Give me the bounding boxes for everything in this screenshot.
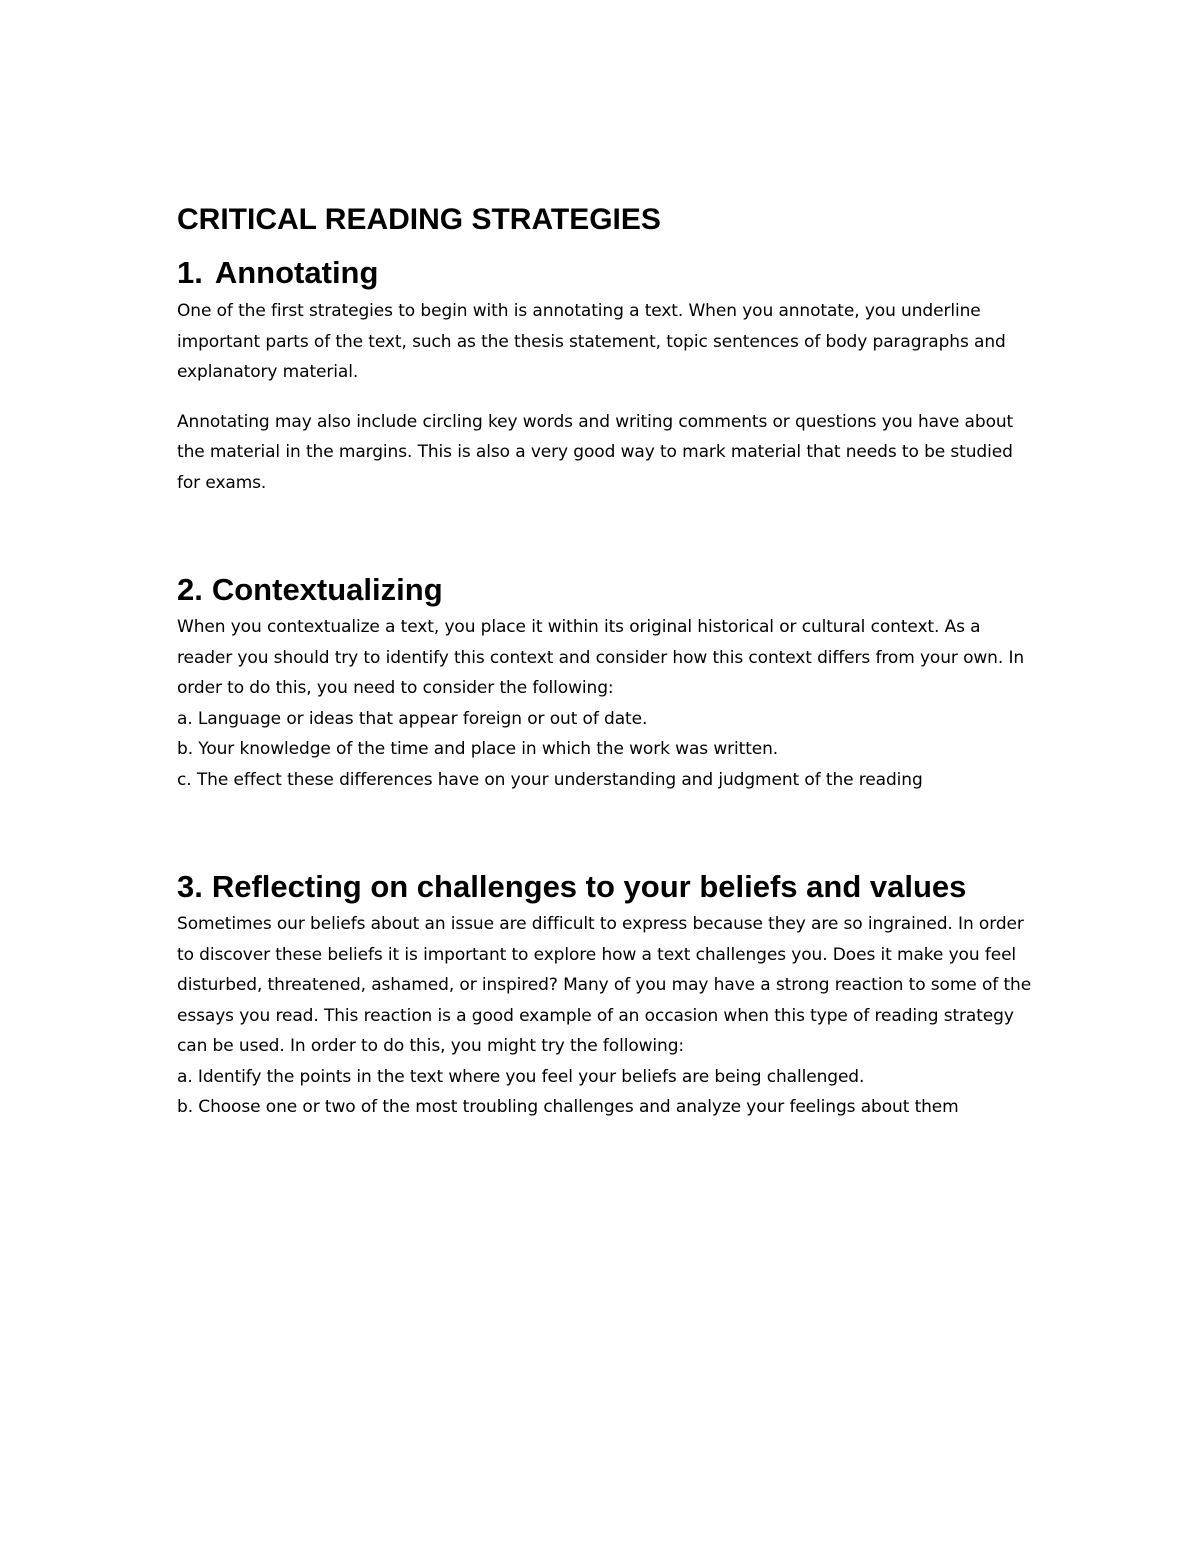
section-heading — [177, 251, 1037, 295]
section-heading — [177, 865, 1037, 909]
paragraph: Annotating may also include circling key words and writing comments or questions you have about the material in the margins. This is also a very good way to mark material that needs to be studied for exams. — [177, 411, 1014, 493]
section-number: 1. — [177, 255, 203, 290]
section-title: Contextualizing — [211, 572, 443, 607]
paragraph: When you contextualize a text, you place it within its original historical or cultural context. As a reader you should try to identify this context and consider how this context differs from your own. In order to do this, you need to consider the following: — [177, 617, 1025, 698]
section-title: Annotating — [214, 255, 379, 290]
paragraph: One of the first strategies to begin with is annotating a text. When you annotate, you underline important parts of the text, such as the thesis statement, topic sentences of body paragraphs and explanatory material. — [177, 301, 1006, 382]
document-content — [177, 197, 1037, 1123]
paragraph: Sometimes our beliefs about an issue are difficult to express because they are so ingrained. In order to discover these beliefs it is important to explore how a text challenges you. Does it make you feel disturbed, threatened, ashamed, or inspired? Many of you may have a strong reaction to some of the essays you read. This reaction is a good example of an occasion when this type of reading strategy can be used. In order to do this, you might try the following: — [177, 914, 1032, 1056]
list-item: a. Language or ideas that appear foreign or out of date. — [177, 708, 648, 729]
list-item: b. Choose one or two of the most troubling challenges and analyze your feelings about them — [177, 1097, 959, 1117]
document-title: CRITICAL READING STRATEGIES — [177, 203, 661, 236]
section-number: 2. — [177, 572, 203, 607]
section-title: Reflecting on challenges to your beliefs and values — [211, 869, 967, 904]
list-item: a. Identify the points in the text where you feel your beliefs are being challenged. — [177, 1066, 865, 1087]
section-contextualizing — [177, 568, 1037, 795]
list-item: c. The effect these differences have on your understanding and judgment of the reading — [177, 769, 923, 790]
section-annotating — [177, 251, 1037, 498]
section-reflecting — [177, 865, 1037, 1123]
section-heading — [177, 568, 1037, 612]
list-item: b. Your knowledge of the time and place in which the work was written. — [177, 739, 779, 759]
section-number: 3. — [177, 869, 203, 904]
